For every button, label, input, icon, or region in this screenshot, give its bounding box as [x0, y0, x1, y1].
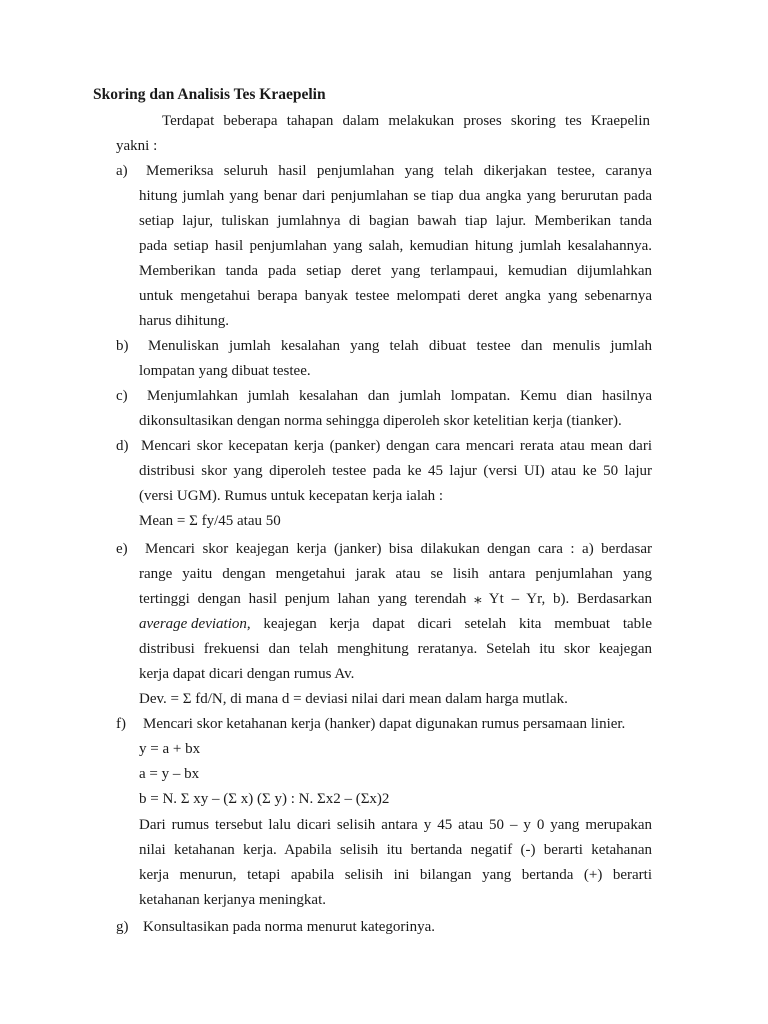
item-a-line-4: pada setiap hasil penjumlahan yang salah, kemudian hitung jumlah kesalahannya.: [139, 238, 652, 254]
item-f-formula-1: y = a + bx: [139, 741, 201, 757]
item-f-line-5: ketahanan kerjanya meningkat.: [139, 892, 327, 908]
item-c-line-2: dikonsultasikan dengan norma sehingga diperoleh skor ketelitian kerja (tianker).: [139, 413, 622, 429]
item-c-line-1: Menjumlahkan jumlah kesalahan dan jumlah lompatan. Kemu dian hasilnya: [147, 388, 652, 404]
item-e-line-4: [139, 614, 652, 634]
intro-line-2: yakni :: [116, 138, 158, 154]
item-a-line-2: hitung jumlah yang benar dari penjumlahan se tiap dua angka yang berurutan pada: [139, 188, 652, 204]
item-label-d: d): [116, 438, 129, 454]
item-label-g: g): [116, 919, 129, 935]
item-f-line-4: kerja menurun, tetapi apabila selisih ini bilangan yang bertanda (+) berarti: [139, 867, 652, 883]
item-d-formula: Mean = Σ fy/45 atau 50: [139, 513, 281, 529]
item-label-f: f): [116, 716, 126, 732]
item-e-line-2: range yaitu dengan mengetahui jarak atau se lisih antara penjumlahan yang: [139, 566, 652, 582]
document-title: Skoring dan Analisis Tes Kraepelin: [93, 86, 326, 103]
item-a-line-5: Memberikan tanda pada setiap deret yang terlampaui, kemudian dijumlahkan: [139, 263, 652, 279]
item-e-formula: Dev. = Σ fd/N, di mana d = deviasi nilai dari mean dalam harga mutlak.: [139, 691, 568, 707]
item-label-c: c): [116, 388, 128, 404]
item-a-line-1: Memeriksa seluruh hasil penjumlahan yang telah dikerjakan testee, caranya: [146, 163, 652, 179]
item-f-line-2: Dari rumus tersebut lalu dicari selisih antara y 45 atau 50 – y 0 yang merupakan: [139, 817, 652, 833]
item-e-italic-term: average deviation: [139, 616, 247, 632]
item-a-line-3: setiap lajur, tuliskan jumlahnya di bagian bawah tiap lajur. Memberikan tanda: [139, 213, 652, 229]
item-f-line-3: nilai ketahanan kerja. Apabila selisih itu bertanda negatif (-) berarti ketahanan: [139, 842, 652, 858]
item-g-line-1: Konsultasikan pada norma menurut kategorinya.: [143, 919, 436, 935]
item-e-line-5: distribusi frekuensi dan telah menghitung reratanya. Setelah itu skor keajegan: [139, 641, 652, 657]
item-f-line-1: Mencari skor ketahanan kerja (hanker) dapat digunakan rumus persamaan linier.: [143, 716, 626, 732]
item-f-formula-3: b = N. Σ xy – (Σ x) (Σ y) : N. Σx2 – (Σx)2: [139, 791, 390, 807]
item-label-a: a): [116, 163, 128, 179]
item-f-formula-2: a = y – bx: [139, 766, 200, 782]
item-b-line-2: lompatan yang dibuat testee.: [139, 363, 311, 379]
item-e-line-4-rest: , keajegan kerja dapat dicari setelah kita membuat table: [246, 616, 652, 632]
item-a-line-7: harus dihitung.: [139, 313, 229, 329]
item-a-line-6: untuk mengetahui berapa banyak testee melompati deret angka yang sebenarnya: [139, 288, 652, 304]
item-e-line-1: Mencari skor keajegan kerja (janker) bisa dilakukan dengan cara : a) berdasar: [145, 541, 652, 557]
item-e-line-3: tertinggi dengan hasil penjum lahan yang terendah ⁎ Yt – Yr, b). Berdasarkan: [139, 591, 652, 607]
intro-line-1: Terdapat beberapa tahapan dalam melakukan proses skoring tes Kraepelin: [162, 113, 650, 129]
item-label-e: e): [116, 541, 128, 557]
item-d-line-1: Mencari skor kecepatan kerja (panker) dengan cara mencari rerata atau mean dari: [141, 438, 652, 454]
item-label-b: b): [116, 338, 129, 354]
item-b-line-1: Menuliskan jumlah kesalahan yang telah dibuat testee dan menulis jumlah: [148, 338, 652, 354]
item-d-line-3: (versi UGM). Rumus untuk kecepatan kerja ialah :: [139, 488, 444, 504]
item-d-line-2: distribusi skor yang diperoleh testee pada ke 45 lajur (versi UI) atau ke 50 lajur: [139, 463, 652, 479]
item-e-line-6: kerja dapat dicari dengan rumus Av.: [139, 666, 355, 682]
